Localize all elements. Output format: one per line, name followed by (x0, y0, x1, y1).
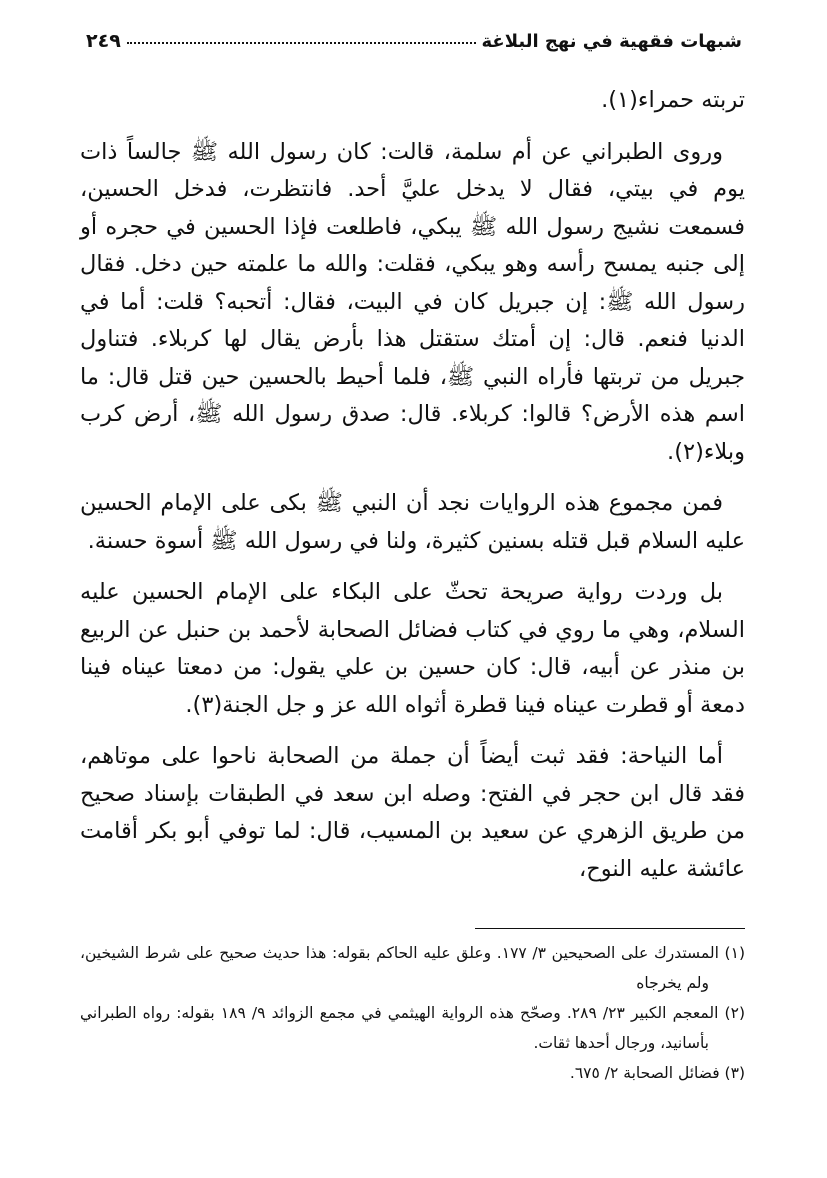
paragraph-lamentation: أما النياحة: فقد ثبت أيضاً أن جملة من الصحابة ناحوا على موتاهم، فقد قال ابن حجر في الفتح: وصله ابن سعد في الطبقات بإسناد صحيح من طريق الزهري عن سعيد بن المسيب، قال: لما توفي أبو بكر أقامت عائشة عليه النوح، (80, 743, 745, 882)
footnote-1: (١) المستدرك على الصحيحين ٣/ ١٧٧. وعلق عليه الحاكم بقوله: هذا حديث صحيح على شرط الشيخين، ولم يخرجاه (80, 944, 745, 992)
paragraph-tabarani-narration: وروى الطبراني عن أم سلمة، قالت: كان رسول الله ﷺ جالساً ذات يوم في بيتي، فقال لا يدخل عليَّ أحد. فانتظرت، فدخل الحسين، فسمعت نشيج رسول الله ﷺ يبكي، فاطلعت فإذا الحسين في حجره أو إلى جنبه يمسح رأسه وهو يبكي، فقلت: والله ما علمته حين دخل. فقال رسول الله ﷺ: إن جبريل كان في البيت، فقال: أتحبه؟ قلت: أما في الدنيا فنعم. قال: إن أمتك ستقتل هذا بأرض يقال لها كربلاء. فتناول جبريل من تربتها فأراه النبي ﷺ، فلما أحيط بالحسين حين قتل قال: ما اسم هذه الأرض؟ قالوا: كربلاء. قال: صدق رسول الله ﷺ، أرض كرب وبلاء(٢). (80, 138, 745, 465)
footnote-2: (٢) المعجم الكبير ٢٣/ ٢٨٩. وصحّح هذه الرواية الهيثمي في مجمع الزوائد ٩/ ١٨٩ بقوله: رواه الطبراني بأسانيد، ورجال أحدها ثقات. (80, 1004, 745, 1052)
footnotes (80, 938, 745, 1088)
page-header (86, 30, 742, 52)
running-title: شبهات فقهية في نهج البلاغة (481, 31, 742, 52)
footnote-separator (475, 928, 745, 929)
page-number: ٢٤٩ (86, 30, 121, 52)
paragraph-explicit-narration: بل وردت رواية صريحة تحثّ على البكاء على الإمام الحسين عليه السلام، وهي ما روي في كتاب فضائل الصحابة لأحمد بن حنبل عن الربيع بن منذر عن أبيه، قال: كان حسين بن علي يقول: من دمعتا عيناه فينا دمعة أو قطرت عيناه فينا قطرة أثواه الله عز و جل الجنة(٣). (80, 579, 745, 718)
paragraph-continued: تربته حمراء(١). (601, 87, 745, 113)
footnote-3: (٣) فضائل الصحابة ٢/ ٦٧٥. (569, 1064, 745, 1082)
paragraph-conclusion: فمن مجموع هذه الروايات نجد أن النبي ﷺ بكى على الإمام الحسين عليه السلام قبل قتله بسنين كثيرة، ولنا في رسول الله ﷺ أسوة حسنة. (80, 490, 745, 554)
main-text (80, 82, 745, 902)
header-dot-leader (127, 32, 476, 44)
